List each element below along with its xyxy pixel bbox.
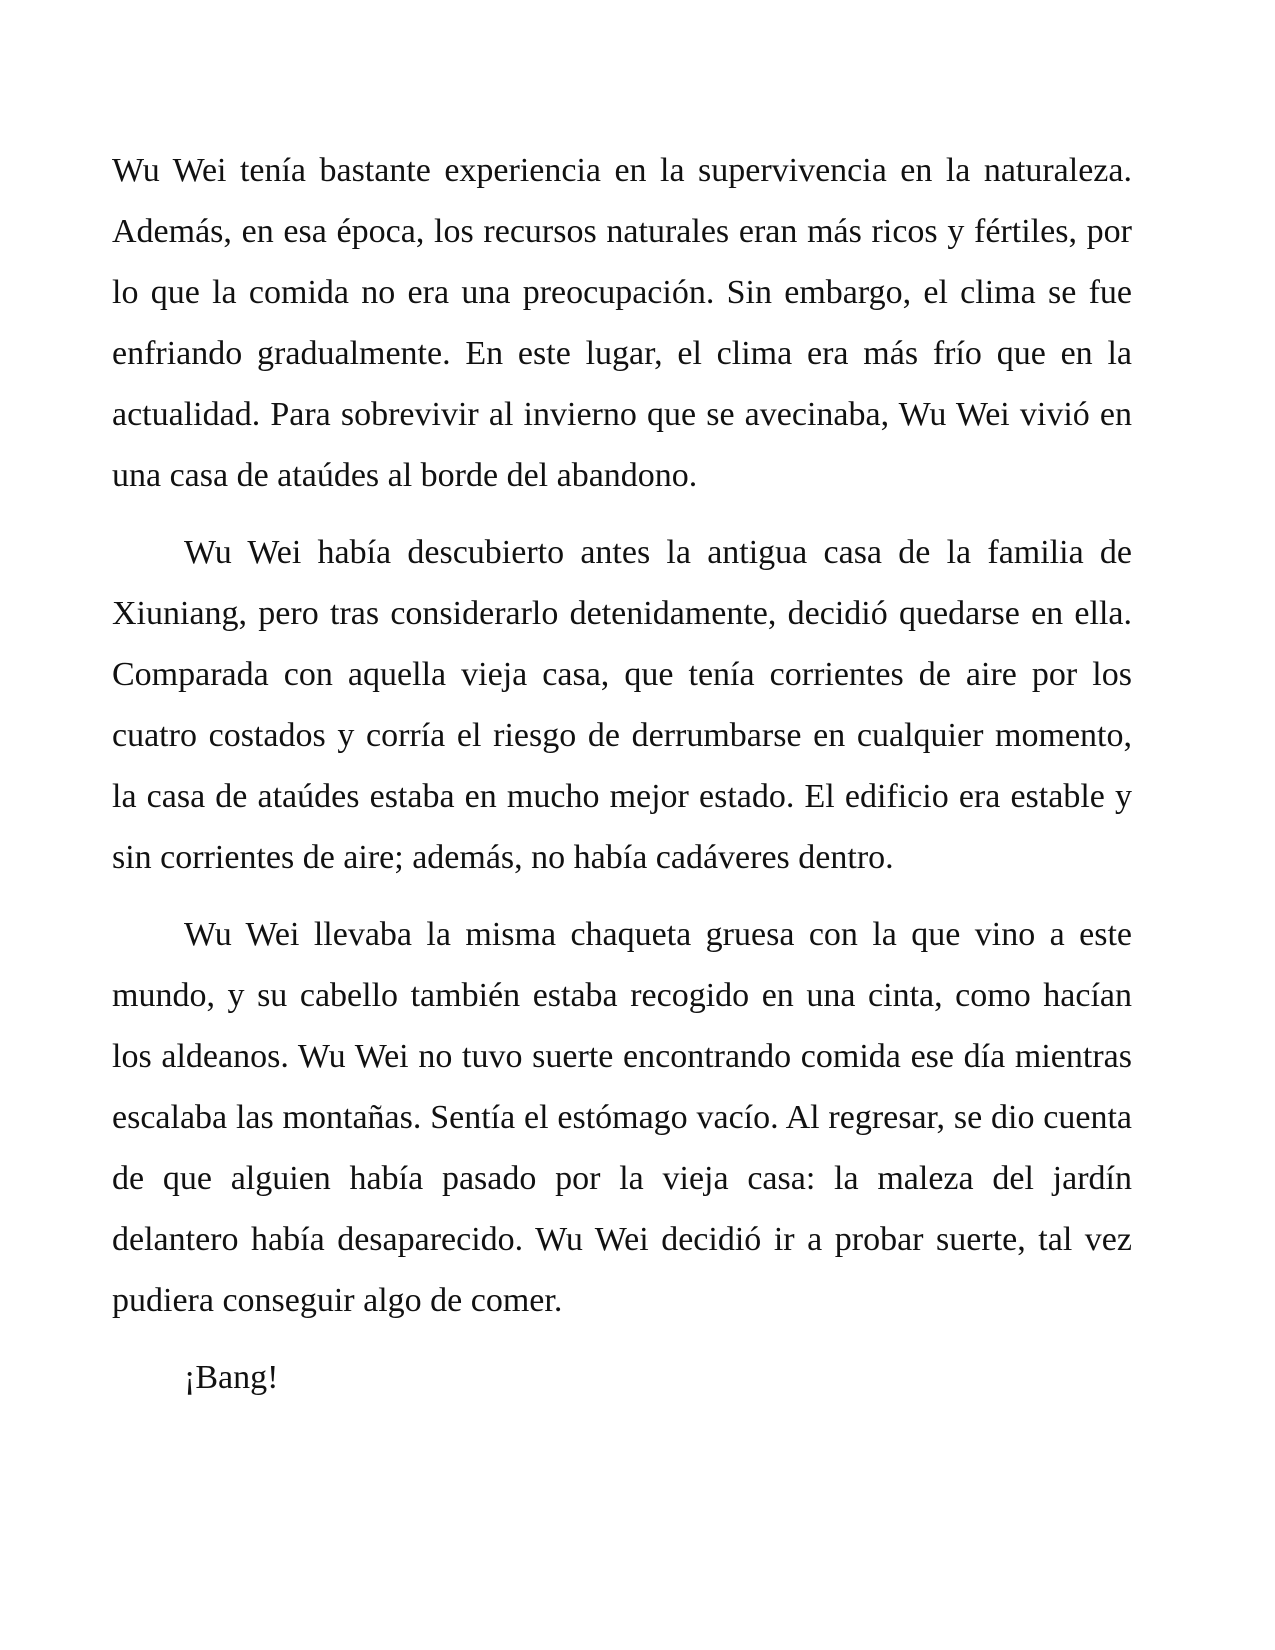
paragraph-3: Wu Wei llevaba la misma chaqueta gruesa con la que vino a este mundo, y su cabello también estaba recogido en una cinta, como hacían los aldeanos. Wu Wei no tuvo suerte encontrando comida ese día mientras escalaba las montañas. Sentía el estómago vacío. Al regresar, se dio cuenta de que alguien había pasado por la vieja casa: la maleza del jardín delantero había desaparecido. Wu Wei decidió ir a probar suerte, tal vez pudiera conseguir algo de comer.: [112, 916, 1132, 1319]
paragraph-4: ¡Bang!: [184, 1359, 279, 1396]
paragraph-2: Wu Wei había descubierto antes la antigua casa de la familia de Xiuniang, pero tras considerarlo detenidamente, decidió quedarse en ella. Comparada con aquella vieja casa, que tenía corrientes de aire por los cuatro costados y corría el riesgo de derrumbarse en cualquier momento, la casa de ataúdes estaba en mucho mejor estado. El edificio era estable y sin corrientes de aire; además, no había cadáveres dentro.: [112, 534, 1132, 876]
paragraph-1: Wu Wei tenía bastante experiencia en la supervivencia en la naturaleza. Además, en esa época, los recursos naturales eran más ricos y fértiles, por lo que la comida no era una preocupación. Sin embargo, el clima se fue enfriando gradualmente. En este lugar, el clima era más frío que en la actualidad. Para sobrevivir al invierno que se avecinaba, Wu Wei vivió en una casa de ataúdes al borde del abandono.: [112, 152, 1132, 494]
body-text: [112, 140, 1132, 1424]
